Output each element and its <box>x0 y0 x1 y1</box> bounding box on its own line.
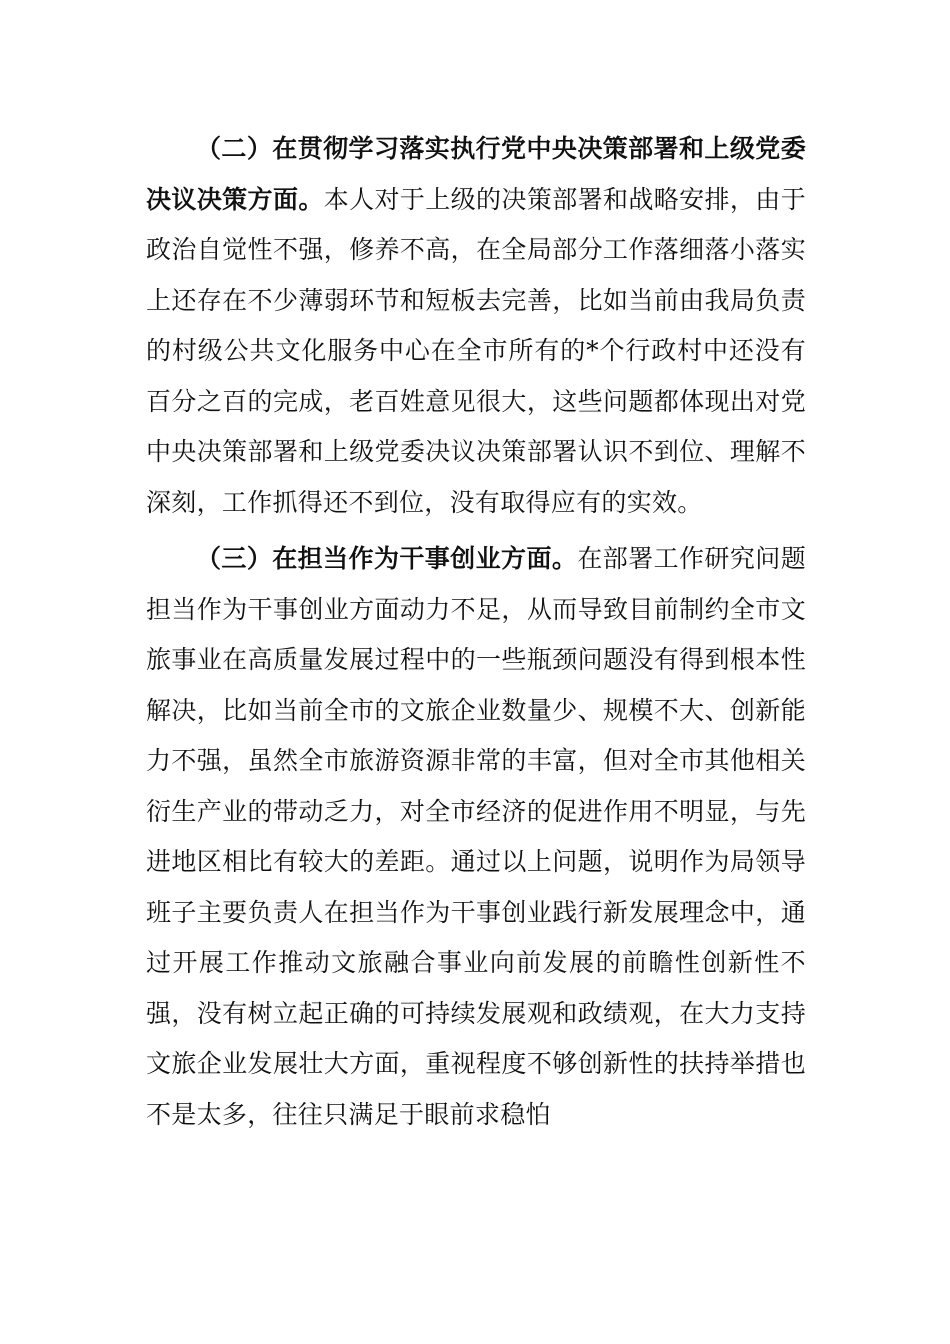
document-body <box>146 124 806 1140</box>
paragraph-2 <box>146 124 806 528</box>
paragraph-2-heading: （二）在贯彻学习落实执行党中央决策部署和上级党委决议决策方面。 <box>146 134 806 214</box>
paragraph-2-body: 本人对于上级的决策部署和战略安排，由于政治自觉性不强，修养不高，在全局部分工作落细落小落实上还存在不少薄弱环节和短板去完善，比如当前由我局负责的村级公共文化服务中心在全市所有的*个行政村中还没有百分之百的完成，老百姓意见很大，这些问题都体现出对党中央决策部署和上级党委决议决策部署认识不到位、理解不深刻，工作抓得还不到位，没有取得应有的实效。 <box>146 184 806 517</box>
paragraph-3 <box>146 534 806 1140</box>
paragraph-3-heading: （三）在担当作为干事创业方面。 <box>196 544 578 573</box>
paragraph-3-body: 在部署工作研究问题担当作为干事创业方面动力不足，从而导致目前制约全市文旅事业在高质量发展过程中的一些瓶颈问题没有得到根本性解决，比如当前全市的文旅企业数量少、规模不大、创新能力不强，虽然全市旅游资源非常的丰富，但对全市其他相关衍生产业的带动乏力，对全市经济的促进作用不明显，与先进地区相比有较大的差距。通过以上问题，说明作为局领导班子主要负责人在担当作为干事创业践行新发展理念中，通过开展工作推动文旅融合事业向前发展的前瞻性创新性不强，没有树立起正确的可持续发展观和政绩观，在大力支持文旅企业发展壮大方面，重视程度不够创新性的扶持举措也不是太多，往往只满足于眼前求稳怕 <box>146 544 806 1129</box>
